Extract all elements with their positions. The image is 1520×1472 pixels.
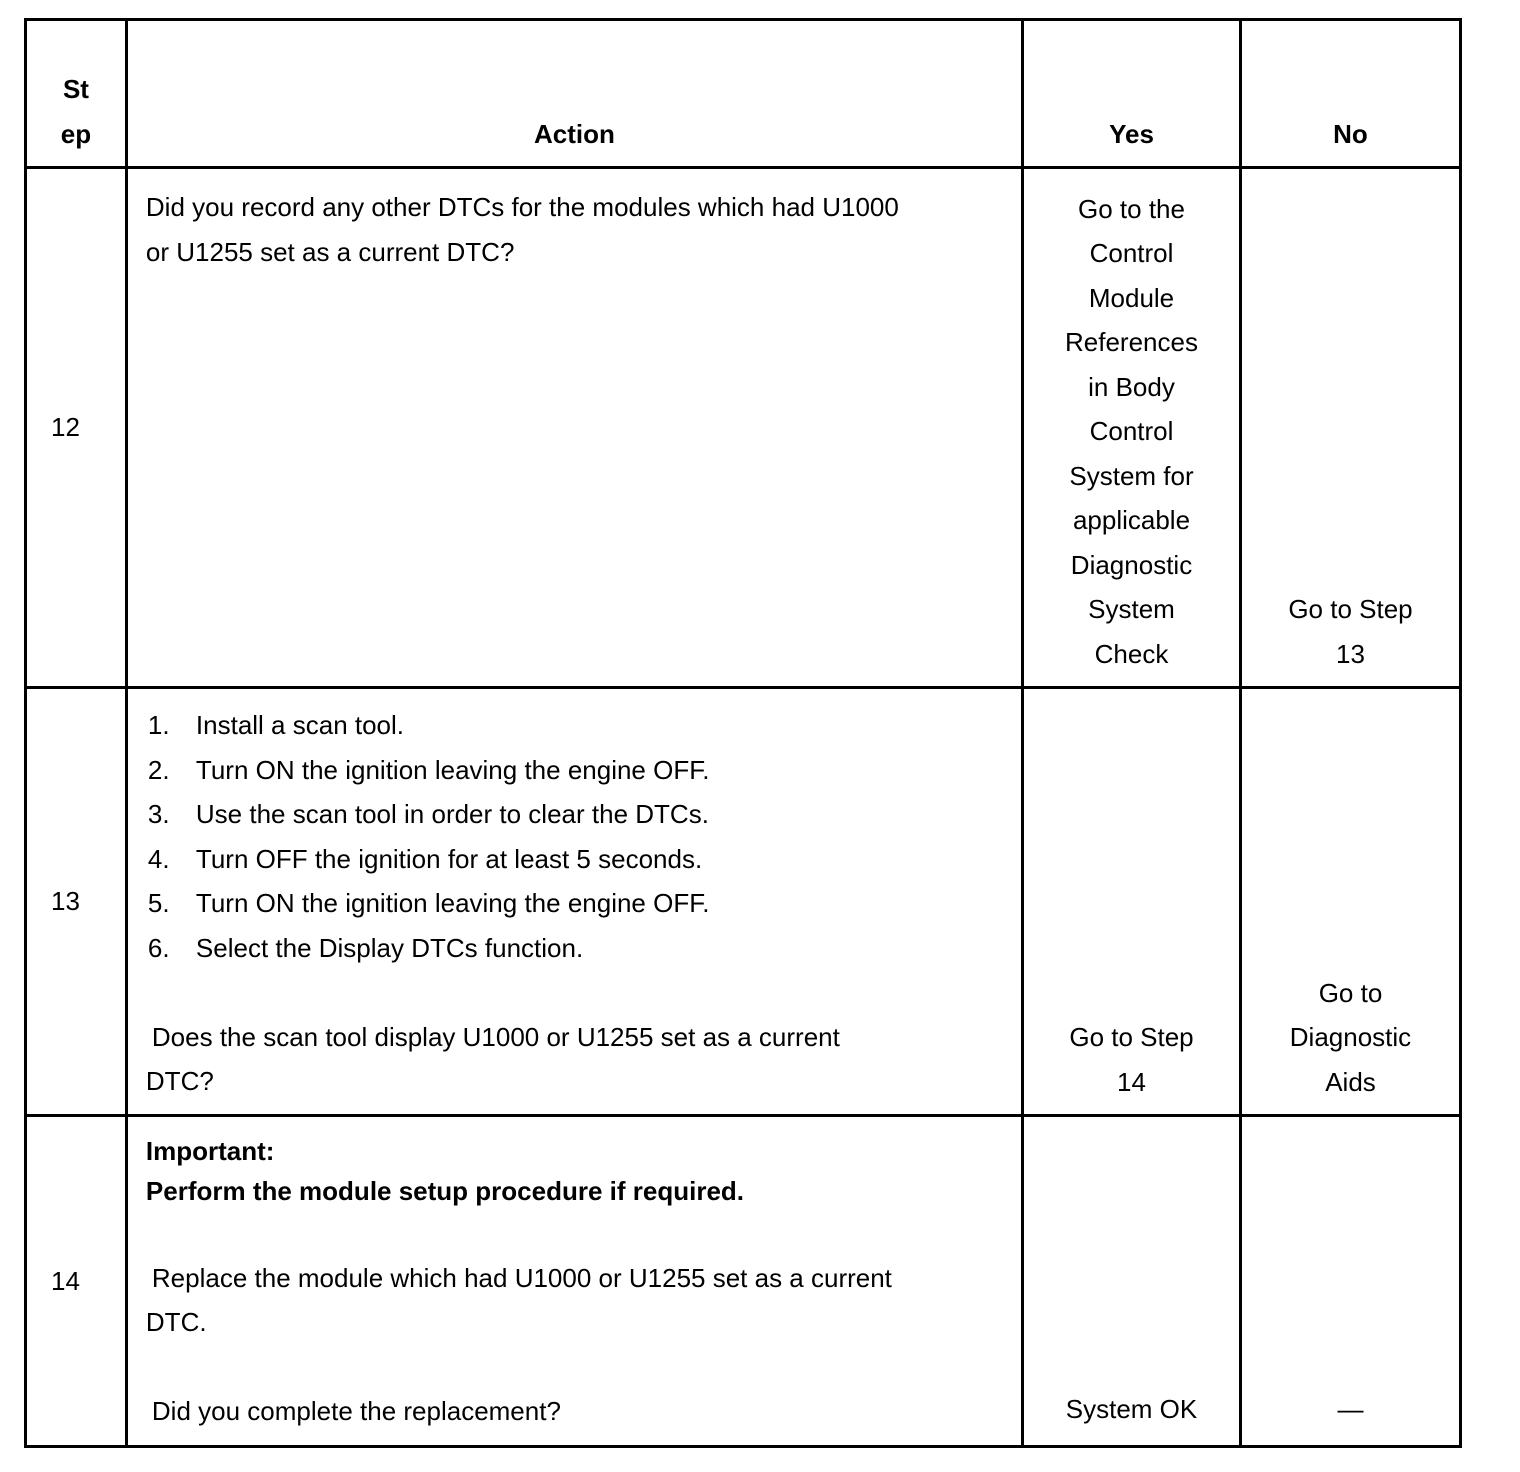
diagnostic-table xyxy=(24,18,1462,1448)
header-action: Action xyxy=(126,20,1022,168)
question-text-line: Does the scan tool display U1000 or U1255 set as a current xyxy=(151,1021,840,1052)
yes-cell xyxy=(1023,1116,1241,1447)
yes-text-line: Go to the xyxy=(1078,193,1185,224)
question-text-line: DTC? xyxy=(145,1066,214,1096)
yes-text-line: Module xyxy=(1088,282,1175,313)
list-number: 4. xyxy=(147,843,170,874)
yes-text-line: Go to Step xyxy=(1069,1022,1194,1052)
yes-text-line: System xyxy=(1088,594,1175,624)
yes-text-line: Control xyxy=(1089,238,1174,268)
list-number: 5. xyxy=(147,888,170,918)
list-text: Install a scan tool. xyxy=(195,710,405,740)
table-row xyxy=(26,1116,1461,1447)
list-number: 6. xyxy=(147,932,170,963)
yes-cell xyxy=(1023,168,1241,688)
yes-text-line: System for xyxy=(1069,460,1194,491)
yes-text-line: Control xyxy=(1089,416,1174,446)
no-cell xyxy=(1240,1116,1460,1447)
header-step-line1: St xyxy=(62,74,89,104)
list-item xyxy=(146,881,1003,926)
no-text-line: 13 xyxy=(1336,638,1365,669)
header-yes: Yes xyxy=(1023,20,1241,168)
yes-text-line: 14 xyxy=(1117,1066,1146,1097)
replace-text-line: Replace the module which had U1000 or U1255 set as a current xyxy=(151,1262,892,1293)
list-item xyxy=(146,748,1003,793)
list-text: Turn ON the ignition leaving the engine OFF. xyxy=(195,754,710,785)
important-label: Important: xyxy=(145,1136,275,1166)
action-text-line: or U1255 set as a current DTC? xyxy=(145,236,515,267)
header-step-line2: ep xyxy=(60,118,92,149)
yes-text-line: Diagnostic xyxy=(1070,549,1193,580)
action-cell xyxy=(126,168,1022,688)
yes-cell xyxy=(1023,688,1241,1116)
header-no: No xyxy=(1240,20,1460,168)
list-number: 1. xyxy=(147,710,170,740)
list-item xyxy=(146,703,1003,748)
question-text: Did you complete the replacement? xyxy=(151,1396,561,1426)
spacer xyxy=(146,1345,1003,1390)
important-text: Perform the module setup procedure if required. xyxy=(145,1176,745,1206)
yes-text-line: applicable xyxy=(1072,505,1191,535)
table-row xyxy=(26,688,1461,1116)
no-text-line: Go to xyxy=(1318,977,1383,1008)
list-item xyxy=(146,837,1003,882)
action-text-line: Did you record any other DTCs for the modules which had U1000 xyxy=(145,192,899,222)
replace-text-line: DTC. xyxy=(145,1307,207,1337)
step-number: 13 xyxy=(26,688,127,1116)
list-item xyxy=(146,926,1003,971)
no-cell xyxy=(1240,688,1460,1116)
list-text: Use the scan tool in order to clear the DTCs. xyxy=(195,799,709,829)
procedure-list xyxy=(146,703,1003,970)
no-text-line: Go to Step xyxy=(1288,594,1413,624)
spacer xyxy=(146,1211,1003,1256)
yes-text: System OK xyxy=(1065,1393,1198,1424)
yes-text-line: Check xyxy=(1094,638,1169,669)
list-text: Turn OFF the ignition for at least 5 seconds. xyxy=(195,843,703,874)
step-number: 14 xyxy=(26,1116,127,1447)
yes-text-line: References xyxy=(1065,327,1198,357)
no-text-line: Diagnostic xyxy=(1289,1022,1412,1052)
list-item xyxy=(146,792,1003,837)
no-text-line: Aids xyxy=(1325,1066,1376,1097)
no-cell xyxy=(1240,168,1460,688)
list-number: 3. xyxy=(147,799,170,829)
list-text: Turn ON the ignition leaving the engine OFF. xyxy=(195,888,710,918)
table-row xyxy=(26,168,1461,688)
yes-text-line: in Body xyxy=(1088,371,1175,402)
no-text: — xyxy=(1337,1393,1364,1424)
header-step xyxy=(26,20,127,168)
list-number: 2. xyxy=(147,754,170,785)
list-text: Select the Display DTCs function. xyxy=(195,932,584,963)
header-row xyxy=(26,20,1461,168)
action-cell xyxy=(126,1116,1022,1447)
spacer xyxy=(146,970,1003,1015)
action-cell xyxy=(126,688,1022,1116)
step-number: 12 xyxy=(26,168,127,688)
